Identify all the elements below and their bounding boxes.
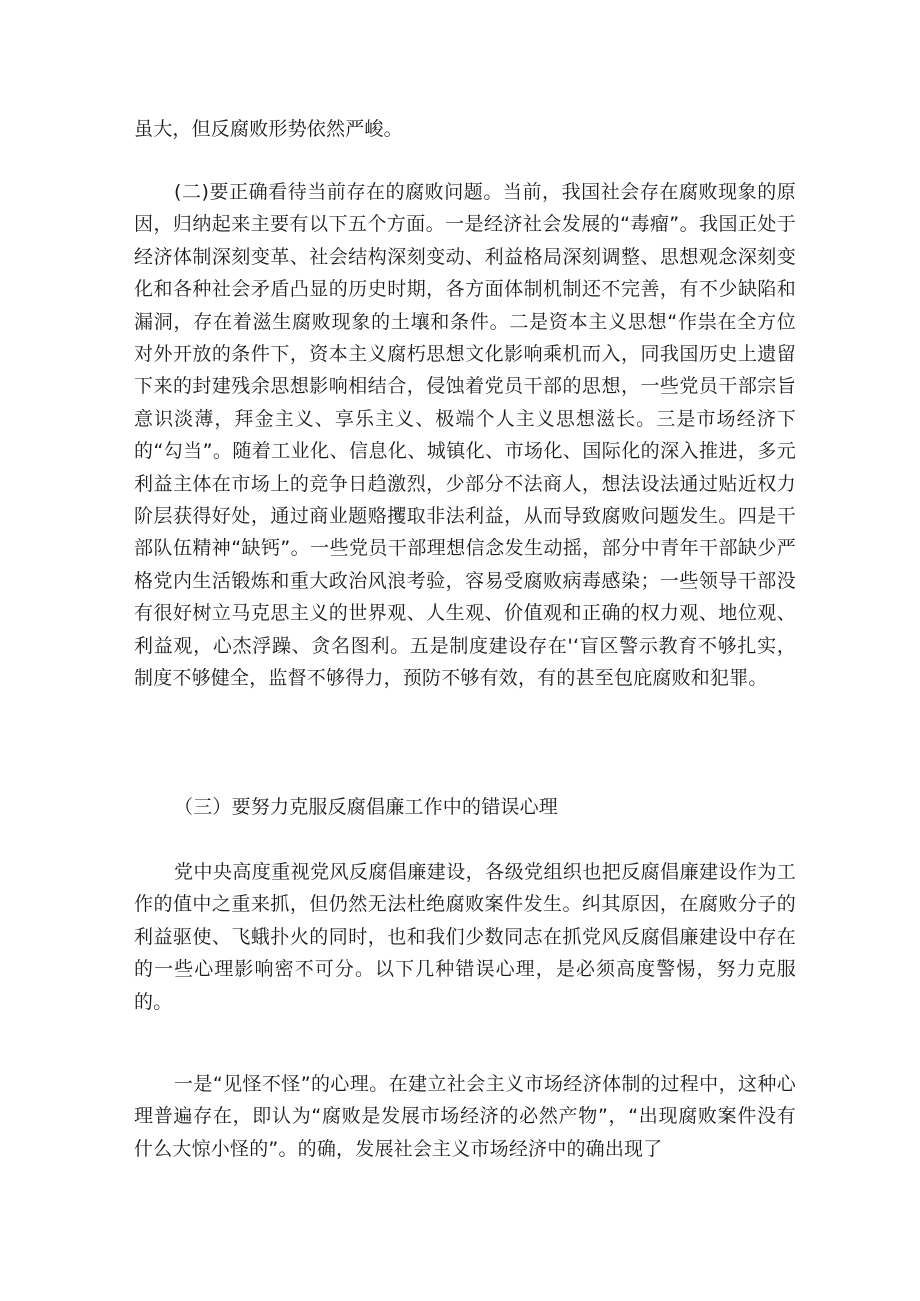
paragraph-continuation: 虽大，但反腐败形势依然严峻。	[134, 118, 403, 140]
paragraph-first-mentality: 一是“见怪不怪”的心理。在建立社会主义市场经济体制的过程中，这种心理普遍存在，即认为“腐败是发展市场经济的必然产物”，“出现腐败案件没有什么大惊小怪的”。的确，发展社会主义市场经济中的确出现了	[134, 1073, 796, 1160]
paragraph-section-two: (二)要正确看待当前存在的腐败问题。当前，我国社会存在腐败现象的原因，归纳起来主要有以下五个方面。一是经济社会发展的“毒瘤”。我国正处于经济体制深刻变革、社会结构深刻变动、利益格局深刻调整、思想观念深刻变化和各种社会矛盾凸显的历史时期，各方面体制机制还不完善，有不少缺陷和漏洞，存在着滋生腐败现象的土壤和条件。二是资本主义思想“作祟在全方位对外开放的条件下，资本主义腐朽思想文化影响乘机而入，同我国历史上遗留下来的封建残余思想影响相结合，侵蚀着党员干部的思想，一些党员干部宗旨意识淡薄，拜金主义、享乐主义、极端个人主义思想滋长。三是市场经济下的“勾当”。随着工业化、信息化、城镇化、市场化、国际化的深入推进，多元利益主体在市场上的竞争日趋激烈，少部分不法商人，想法设法通过贴近权力阶层获得好处，通过商业题赂攫取非法利益，从而导致腐败问题发生。四是干部队伍精神“缺钙”。一些党员干部理想信念发生动摇，部分中青年干部缺少严格党内生活锻炼和重大政治风浪考验，容易受腐败病毒感染；一些领导干部没有很好树立马克思主义的世界观、人生观、价值观和正确的权力观、地位观、利益观，心杰浮躁、贪名图利。五是制度建设存在'‘盲区警示教育不够扎实，制度不够健全，监督不够得力，预防不够有效，有的甚至包庇腐败和犯罪。	[134, 181, 796, 690]
section-three-heading: （三）要努力克服反腐倡廉工作中的错误心理	[174, 796, 559, 818]
paragraph-section-three-intro: 党中央高度重视党风反腐倡廉建设，各级党组织也把反腐倡廉建设作为工作的值中之重来抓，但仍然无法杜绝腐败案件发生。纠其原因，在腐败分子的利益驱使、飞蛾扑火的同时，也和我们少数同志在抓党风反腐倡廉建设中存在的一些心理影响密不可分。以下几种错误心理，是必须高度警惕，努力克服的。	[134, 861, 796, 1013]
